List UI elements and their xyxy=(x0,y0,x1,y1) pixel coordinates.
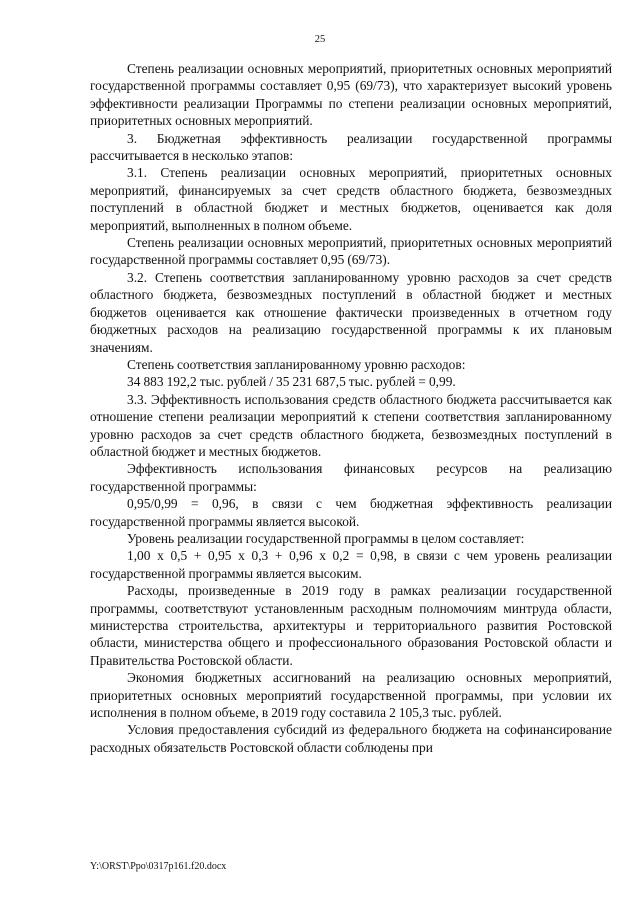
paragraph: Степень реализации основных мероприятий, приоритетных основных мероприятий государственной программы составляет 0,95 (69/73), что характеризует высокий уровень эффективности реализации Программы по степени реализации основных мероприятий, приоритетных основных мероприятий. xyxy=(90,61,612,129)
formula-line: 1,00 x 0,5 + 0,95 x 0,3 + 0,96 x 0,2 = 0,98, в связи с чем уровень реализации государственной программы является высоким. xyxy=(90,548,612,581)
formula-line: 34 883 192,2 тыс. рублей / 35 231 687,5 тыс. рублей = 0,99. xyxy=(127,374,456,390)
page-number: 25 xyxy=(314,34,326,45)
paragraph: 3. Бюджетная эффективность реализации государственной программы рассчитывается в несколько этапов: xyxy=(90,130,612,164)
paragraph: Расходы, произведенные в 2019 году в рамках реализации государственной программы, соответствуют установленным расходным полномочиям минтруда области, министерства строительства, архитектуры и территориального развития Ростовской области, министерства общего и профессионального образования Ростовской области и Правительства Ростовской области. xyxy=(90,583,612,668)
formula-line: 0,95/0,99 = 0,96, в связи с чем бюджетная эффективность реализации государственной программы является высокой. xyxy=(90,496,612,529)
paragraph: Уровень реализации государственной программы в целом составляет: xyxy=(127,530,525,546)
document-body xyxy=(90,60,612,756)
paragraph: Степень реализации основных мероприятий, приоритетных основных мероприятий государственной программы составляет 0,95 (69/73). xyxy=(90,235,612,268)
paragraph: Условия предоставления субсидий из федерального бюджета на софинансирование расходных обязательств Ростовской области соблюдены при xyxy=(90,722,612,755)
paragraph: Эффективность использования финансовых ресурсов на реализацию государственной программы: xyxy=(90,461,612,494)
paragraph: 3.3. Эффективность использования средств областного бюджета рассчитывается как отношение степени реализации мероприятий к степени соответствия запланированному уровню расходов за счет средств областного бюджета, безвозмездных поступлений в областной бюджет и местных бюджетов. xyxy=(90,391,612,459)
footer-file-path: Y:\ORST\Ppo\0317p161.f20.docx xyxy=(90,861,227,872)
paragraph: Степень соответствия запланированному уровню расходов: xyxy=(127,356,466,372)
paragraph: 3.1. Степень реализации основных мероприятий, приоритетных основных мероприятий, финансируемых за счет средств областного бюджета, безвозмездных поступлений в областной бюджет и местных бюджетов, оценивается как доля мероприятий, выполненных в полном объеме. xyxy=(90,165,612,233)
paragraph: Экономия бюджетных ассигнований на реализацию основных мероприятий, приоритетных основных мероприятий государственной программы, при условии их исполнения в полном объеме, в 2019 году составила 2 105,3 тыс. рублей. xyxy=(90,670,612,721)
paragraph: 3.2. Степень соответствия запланированному уровню расходов за счет средств областного бюджета, безвозмездных поступлений в областной бюджет и местных бюджетов оценивается как отношение фактически произведенных в отчетном году бюджетных расходов на реализацию государственной программы к их плановым значениям. xyxy=(90,269,612,355)
